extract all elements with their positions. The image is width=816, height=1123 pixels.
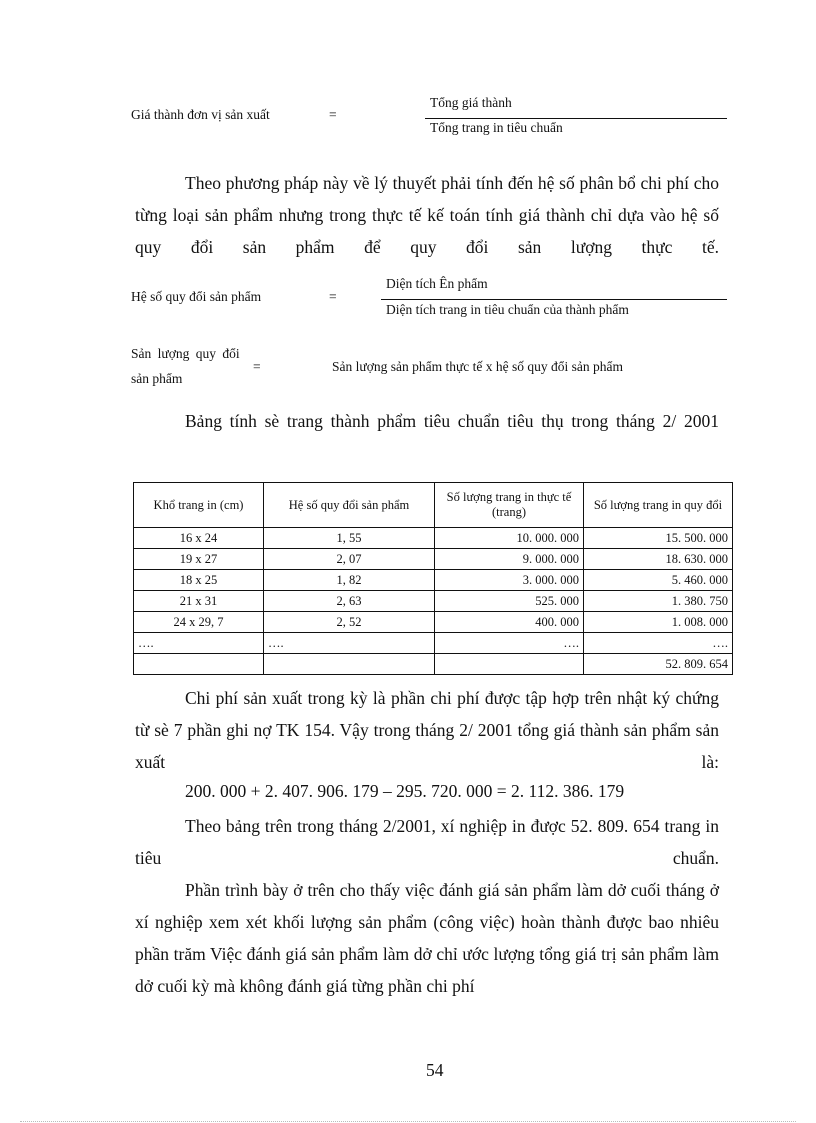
- table-row: [134, 612, 733, 633]
- footer-divider: [20, 1121, 796, 1122]
- table-cell: 16 x 24: [134, 528, 264, 549]
- formula1-denominator: Tổng trang in tiêu chuẩn: [430, 120, 563, 135]
- formula3-equals: =: [253, 359, 261, 374]
- table-cell: 10. 000. 000: [435, 528, 584, 549]
- formula2-fraction-bar: [381, 299, 727, 300]
- table-total-row: [134, 654, 733, 675]
- formula1-numerator: Tổng giá thành: [430, 95, 512, 110]
- conversion-table: [133, 482, 733, 675]
- table-cell: 15. 500. 000: [584, 528, 733, 549]
- table-header-row: [134, 483, 733, 528]
- table-cell-total: 52. 809. 654: [584, 654, 733, 675]
- table-cell: ….: [435, 633, 584, 654]
- table-cell: 2, 63: [264, 591, 435, 612]
- table-row: [134, 591, 733, 612]
- table-cell: ….: [264, 633, 435, 654]
- formula2-denominator: Diện tích trang in tiêu chuẩn của thành phẩm: [386, 302, 629, 317]
- table-cell: 1. 380. 750: [584, 591, 733, 612]
- table-header-cell: Số lượng trang in thực tế (trang): [435, 483, 584, 528]
- table-cell: 9. 000. 000: [435, 549, 584, 570]
- table-cell: 525. 000: [435, 591, 584, 612]
- table-row: [134, 633, 733, 654]
- table-cell: 1, 82: [264, 570, 435, 591]
- table-row: [134, 528, 733, 549]
- formula3-lhs-line2: sản phẩm: [131, 371, 183, 386]
- table-header-cell: Khổ trang in (cm): [134, 483, 264, 528]
- paragraph-production-cost: Chi phí sản xuất trong kỳ là phần chi phí được tập hợp trên nhật ký chứng từ sè 7 phần ghi nợ TK 154. Vậy trong tháng 2/ 2001 tổng giá thành sản phẩm sản xuất là:: [135, 688, 719, 772]
- table-cell: ….: [584, 633, 733, 654]
- cost-equation: 200. 000 + 2. 407. 906. 179 – 295. 720. 000 = 2. 112. 386. 179: [185, 781, 625, 801]
- table-cell: 400. 000: [435, 612, 584, 633]
- formula3-rhs: Sản lượng sản phẩm thực tế x hệ số quy đổi sản phẩm: [332, 359, 623, 374]
- formula1-equals: =: [329, 107, 337, 122]
- table-cell: 2, 52: [264, 612, 435, 633]
- table-cell: ….: [134, 633, 264, 654]
- formula2-lhs: Hệ số quy đổi sản phẩm: [131, 289, 262, 304]
- table-header-cell: Số lượng trang in quy đổi: [584, 483, 733, 528]
- table-cell: 18 x 25: [134, 570, 264, 591]
- table-header-cell: Hệ số quy đổi sản phẩm: [264, 483, 435, 528]
- table-cell: 1. 008. 000: [584, 612, 733, 633]
- table-cell: 24 x 29, 7: [134, 612, 264, 633]
- formula2-equals: =: [329, 289, 337, 304]
- table-cell: 1, 55: [264, 528, 435, 549]
- paragraph-wip-evaluation: Phần trình bày ở trên cho thấy việc đánh giá sản phẩm làm dở cuối tháng ở xí nghiệp xem xét khối lượng sản phẩm (công việc) hoàn thành được bao nhiêu phần trăm Việc đánh giá sản phẩm làm dở chỉ ước lượng tổng giá trị sản phẩm làm dở cuối kỳ mà không đánh giá từng phần chi phí: [135, 880, 719, 996]
- paragraph-standard-pages: Theo bảng trên trong tháng 2/2001, xí nghiệp in được 52. 809. 654 trang in tiêu chuẩn.: [135, 816, 719, 868]
- page-number: 54: [426, 1060, 444, 1080]
- table-cell: 3. 000. 000: [435, 570, 584, 591]
- formula1-fraction-bar: [425, 118, 727, 119]
- formula3-lhs-line1: Sản lượng quy đổi: [131, 346, 240, 361]
- table-row: [134, 549, 733, 570]
- table-cell: 19 x 27: [134, 549, 264, 570]
- table-title: Bảng tính sè trang thành phẩm tiêu chuẩn tiêu thụ trong tháng 2/ 2001: [185, 411, 719, 431]
- table-cell: 5. 460. 000: [584, 570, 733, 591]
- table-row: [134, 570, 733, 591]
- table-cell: [264, 654, 435, 675]
- table-cell: 18. 630. 000: [584, 549, 733, 570]
- table-cell: 21 x 31: [134, 591, 264, 612]
- table-cell: 2, 07: [264, 549, 435, 570]
- table-cell: [134, 654, 264, 675]
- paragraph-method: Theo phương pháp này về lý thuyết phải tính đến hệ số phân bổ chi phí cho từng loại sản phẩm nhưng trong thực tế kế toán tính giá thành chỉ dựa vào hệ số quy đổi sản phẩm để quy đổi sản lượng thực tế.: [135, 173, 719, 257]
- formula1-lhs: Giá thành đơn vị sản xuất: [131, 107, 270, 122]
- formula2-numerator: Diện tích Ên phẩm: [386, 276, 488, 291]
- table-cell: [435, 654, 584, 675]
